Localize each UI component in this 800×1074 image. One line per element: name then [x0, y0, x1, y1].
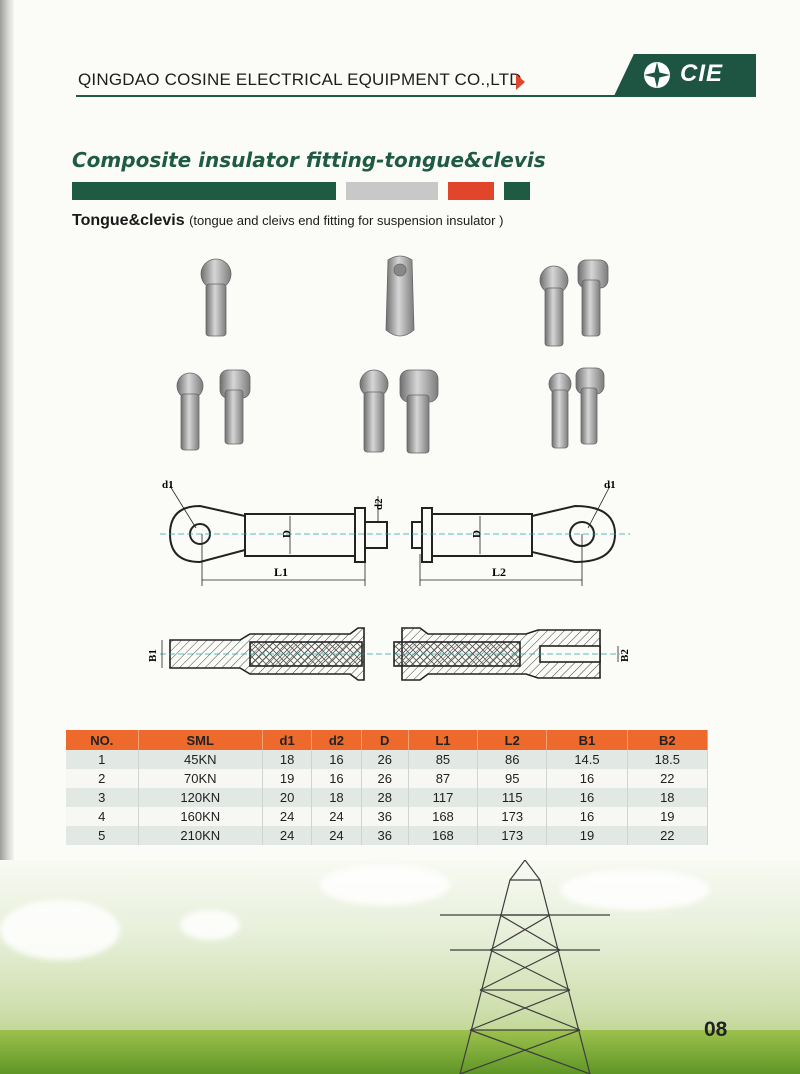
subtitle: [72, 212, 503, 230]
table-cell: 26: [361, 769, 408, 788]
table-cell: 16: [547, 807, 627, 826]
table-cell: 16: [547, 769, 627, 788]
table-cell: 18: [262, 750, 311, 769]
table-cell: 173: [478, 826, 547, 845]
table-row: [66, 750, 708, 769]
tongue-fitting-photo: [201, 259, 231, 336]
table-cell: 117: [408, 788, 477, 807]
specification-table: [66, 730, 708, 845]
page-number: 08: [704, 1018, 728, 1041]
table-cell: 18: [312, 788, 361, 807]
table-cell: 16: [547, 788, 627, 807]
table-cell: 173: [478, 807, 547, 826]
table-cell: 24: [262, 826, 311, 845]
table-cell: 36: [361, 807, 408, 826]
label-L1: L1: [274, 565, 289, 579]
column-header: L1: [408, 730, 477, 750]
compass-star-icon: [642, 60, 672, 90]
tongue-clevis-pair-photo-2: [360, 370, 438, 453]
column-header: d1: [262, 730, 311, 750]
table-cell: 87: [408, 769, 477, 788]
color-bar-green-small: [504, 182, 530, 200]
label-D-right: D: [471, 530, 483, 538]
table-cell: 168: [408, 826, 477, 845]
table-cell: 24: [312, 807, 361, 826]
label-L2: L2: [492, 565, 507, 579]
product-photos: [160, 250, 630, 460]
column-header: B1: [547, 730, 627, 750]
label-B1: B1: [147, 649, 159, 662]
subtitle-note: (tongue and cleivs end fitting for suspension insulator ): [189, 213, 504, 228]
table-cell: 1: [66, 750, 138, 769]
table-cell: 115: [478, 788, 547, 807]
tongue-clevis-pair-photo-3: [549, 368, 604, 448]
table-cell: 19: [547, 826, 627, 845]
table-cell: 4: [66, 807, 138, 826]
table-row: [66, 769, 708, 788]
table-cell: 24: [262, 807, 311, 826]
clevis-fitting-pair-photo: [540, 260, 608, 346]
cloud: [320, 865, 450, 905]
table-cell: 16: [312, 769, 361, 788]
color-bar-orange: [448, 182, 494, 200]
header-arrow-icon: [516, 74, 525, 90]
transmission-tower-image: [440, 860, 610, 1074]
logo-text: CIE: [680, 60, 724, 87]
table-cell: 45KN: [138, 750, 262, 769]
section-title: Composite insulator fitting-tongue&clevis: [72, 148, 546, 172]
tongue-clevis-pair-photo: [177, 370, 250, 450]
cloud: [0, 900, 120, 960]
column-header: d2: [312, 730, 361, 750]
table-header-row: [66, 730, 708, 750]
table-cell: 19: [262, 769, 311, 788]
table-cell: 16: [312, 750, 361, 769]
table-row: [66, 826, 708, 845]
dimension-drawing-top: [150, 476, 650, 600]
table-cell: 70KN: [138, 769, 262, 788]
table-cell: 20: [262, 788, 311, 807]
label-d2: d2: [373, 498, 385, 510]
table-cell: 28: [361, 788, 408, 807]
table-cell: 3: [66, 788, 138, 807]
table-cell: 18: [627, 788, 707, 807]
color-bar-gray: [346, 182, 438, 200]
column-header: L2: [478, 730, 547, 750]
table-cell: 24: [312, 826, 361, 845]
table-row: [66, 788, 708, 807]
table-cell: 14.5: [547, 750, 627, 769]
table-cell: 95: [478, 769, 547, 788]
company-name: QINGDAO COSINE ELECTRICAL EQUIPMENT CO.,LTD: [78, 70, 522, 89]
table-cell: 36: [361, 826, 408, 845]
subtitle-heading: Tongue&clevis: [72, 212, 185, 229]
label-d1-right: d1: [604, 479, 616, 491]
table-cell: 19: [627, 807, 707, 826]
column-header: NO.: [66, 730, 138, 750]
grass-strip: [0, 1030, 800, 1074]
column-header: SML: [138, 730, 262, 750]
table-cell: 18.5: [627, 750, 707, 769]
label-D-left: D: [281, 530, 293, 538]
column-header: B2: [627, 730, 707, 750]
tongue-fitting-photo-large: [386, 256, 414, 336]
column-header: D: [361, 730, 408, 750]
label-B2: B2: [619, 649, 631, 662]
table-cell: 120KN: [138, 788, 262, 807]
table-cell: 2: [66, 769, 138, 788]
table-row: [66, 807, 708, 826]
dimension-drawing-section: [140, 622, 640, 702]
table-cell: 160KN: [138, 807, 262, 826]
table-cell: 210KN: [138, 826, 262, 845]
table-cell: 5: [66, 826, 138, 845]
table-cell: 168: [408, 807, 477, 826]
color-bar-green: [72, 182, 336, 200]
table-cell: 22: [627, 826, 707, 845]
table-cell: 26: [361, 750, 408, 769]
table-cell: 85: [408, 750, 477, 769]
label-d1-left: d1: [162, 479, 174, 491]
table-cell: 22: [627, 769, 707, 788]
table-cell: 86: [478, 750, 547, 769]
cloud: [180, 910, 240, 940]
